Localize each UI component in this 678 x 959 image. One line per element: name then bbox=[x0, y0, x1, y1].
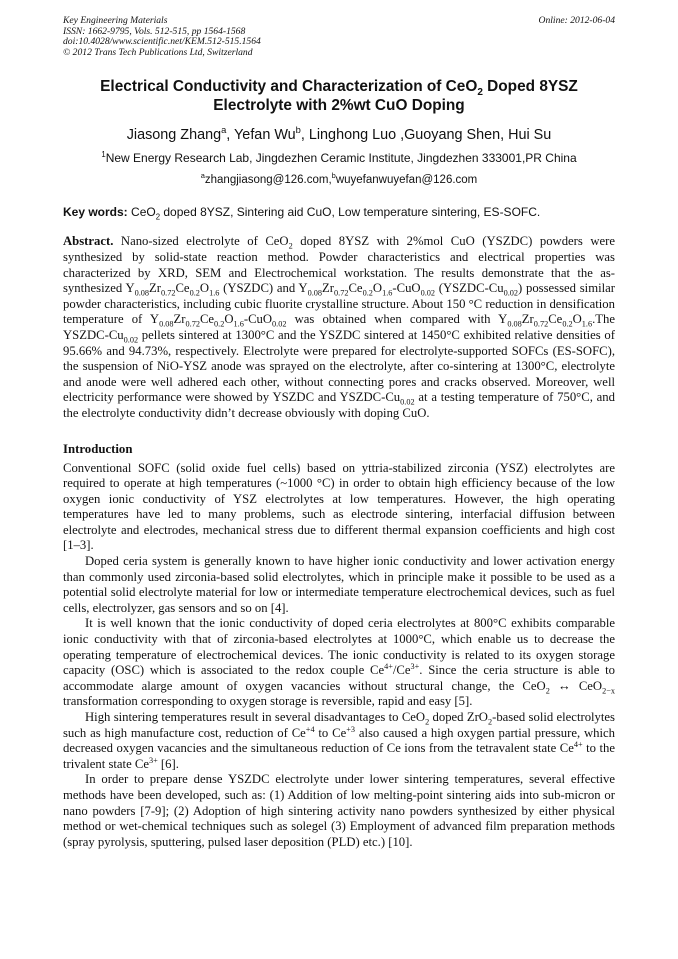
author-list: Jiasong Zhang$^a$, Yefan Wu$^b$, Linghong Luo ,Guoyang Shen, Hui Su bbox=[126, 125, 552, 144]
abstract: Abstract. Nano-sized electrolyte of CeO$_2$ doped 8YSZ with 2%mol CuO (YSZDC) powders were synthesized by solid-state reaction method. Powder characteristics and electrical properties was characterized by XRD, SEM and Electrochemical workstation. The results demonstrate that the as-synthesized $Y_{0.08}Zr_{0.72}Ce_{0.2}O_{1.6}$ (YSZDC) and $Y_{0.08}Zr_{0.72}Ce_{0.2}O_{1.6}-CuO_{0.02}$ $(YSZDC-Cu_{0.02})$ possessed similar powder characteristics, including cubic fluorite crystalline structure. About 150 °C reduction in densification temperature of $Y_{0.08}Zr_{0.72}Ce_{0.2}O_{1.6}-CuO_{0.02}$ was obtained when compared with $Y_{0.08}Zr_{0.72}Ce_{0.2}O_{1.6}.The$ YSZDC-$Cu_{0.02}$ pellets sintered at 1300°C and the YSZDC sintered at 1450°C exhibited relative densities of 95.66% and 94.73%, respectively. Electrolyte were prepared for electrolyte-supported SOFCs (ES-SOFC), the suspension of NiO-YSZ anode was sprayed on the electrolyte, after co-sintering at 1300°C, electrolyte and anode were well adhered each other, without connecting pores and cracks observed. Moreover, well electricity performance were showed by YSZDC and YSZDC-$Cu_{0.02}$ at a testing temperature of 750°C, and the electrolyte conductivity didn’t decrease obviously with doping CuO. bbox=[63, 234, 616, 420]
keywords: Key words: CeO$_2$ doped 8YSZ, Sintering aid CuO, Low temperature sintering, ES-SOFC. bbox=[63, 205, 541, 222]
affiliation: $^1$New Energy Research Lab, Jingdezhen Ceramic Institute, Jingdezhen 333001,PR China bbox=[101, 150, 577, 166]
journal-issn: ISSN: 1662-9795, Vols. 512-515, pp 1564-1568 bbox=[63, 25, 246, 37]
intro-paragraph-2: Doped ceria system is generally known to have higher ionic conductivity and lower activation energy than commonly used zirconia-based solid electrolytes, which in principle make it possible to be used as a potential solid electrolyte material for low or intermediate temperature electrochemical devices, such as fuel cells, electrolyzer, gas sensors and so on [4]. bbox=[63, 554, 615, 615]
intro-paragraph-1: Conventional SOFC (solid oxide fuel cells) based on yttria-stabilized zirconia (YSZ) electrolytes are required to operate at high temperatures (~1000 °C) in order to obtain high efficiency because of the low oxygen ionic conductivity of YSZ electrolytes at low temperatures. However, the high operating temperatures have led to many problems, such as electrode sintering, interfacial diffusion between electrolyte and electrodes, mechanical stress due to different thermal expansion coefficients and high cost [1–3]. bbox=[63, 460, 615, 553]
journal-doi: doi:10.4028/www.scientific.net/KEM.512-515.1564 bbox=[63, 36, 261, 48]
journal-name: Key Engineering Materials bbox=[63, 15, 168, 26]
author-emails: $^a$zhangjiasong@126.com,$^b$wuyefanwuyefan@126.com bbox=[200, 171, 478, 187]
paper-page bbox=[63, 0, 615, 850]
intro-paragraph-3: It is well known that the ionic conductivity of doped ceria electrolytes at 800°C exhibits comparable ionic conductivity with that of zirconia-based electrolytes at 1000°C, which enable us to decrease the operating temperature of electrochemical devices. The ionic conductivity is related to its oxygen storage capacity (OSC) which is associated to the redox couple $Ce^{4+}/Ce^{3+}$. Since the ceria structure is able to accommodate alarge amount of oxygen vacancies without structural change, the CeO$_2$ ↔ CeO$_{2-x}$ transformation corresponding to oxygen storage is reversible, rapid and easy [5]. bbox=[63, 616, 615, 709]
paper-title: Electrical Conductivity and Characterization of CeO$_2$ Doped 8YSZ Electrolyte with 2%wt CuO Doping bbox=[100, 78, 578, 115]
intro-paragraph-4: High sintering temperatures result in several disadvantages to CeO$_2$ doped ZrO$_2$-based solid electrolytes such as high manufacture cost, reduction of $Ce^{+4}$ to $Ce^{+3}$ also caused a high oxygen partial pressure, which decreased oxygen vacancies and the simultaneous reduction of Ce ions from the tetravalent state $Ce^{4+}$ to the trivalent state $Ce^{3+}$ [6]. bbox=[63, 710, 616, 771]
intro-paragraph-5: In order to prepare dense YSZDC electrolyte under lower sintering temperatures, several effective methods have been developed, such as: (1) Addition of low melting-point sintering aids into sub-micron or nano powders [7-9]; (2) Adoption of high sintering activity nano powders synthesized by either physical method or wet-chemical techniques such as solegel (3) Employment of advanced film preparation methods (spray pyrolysis, sputtering, pulsed laser deposition (PLD) etc.) [10]. bbox=[63, 772, 615, 849]
section-heading-introduction: Introduction bbox=[63, 441, 133, 456]
online-date: Online: 2012-06-04 bbox=[538, 15, 615, 26]
journal-copyright: © 2012 Trans Tech Publications Ltd, Switzerland bbox=[63, 46, 253, 58]
journal-header bbox=[63, 16, 615, 58]
